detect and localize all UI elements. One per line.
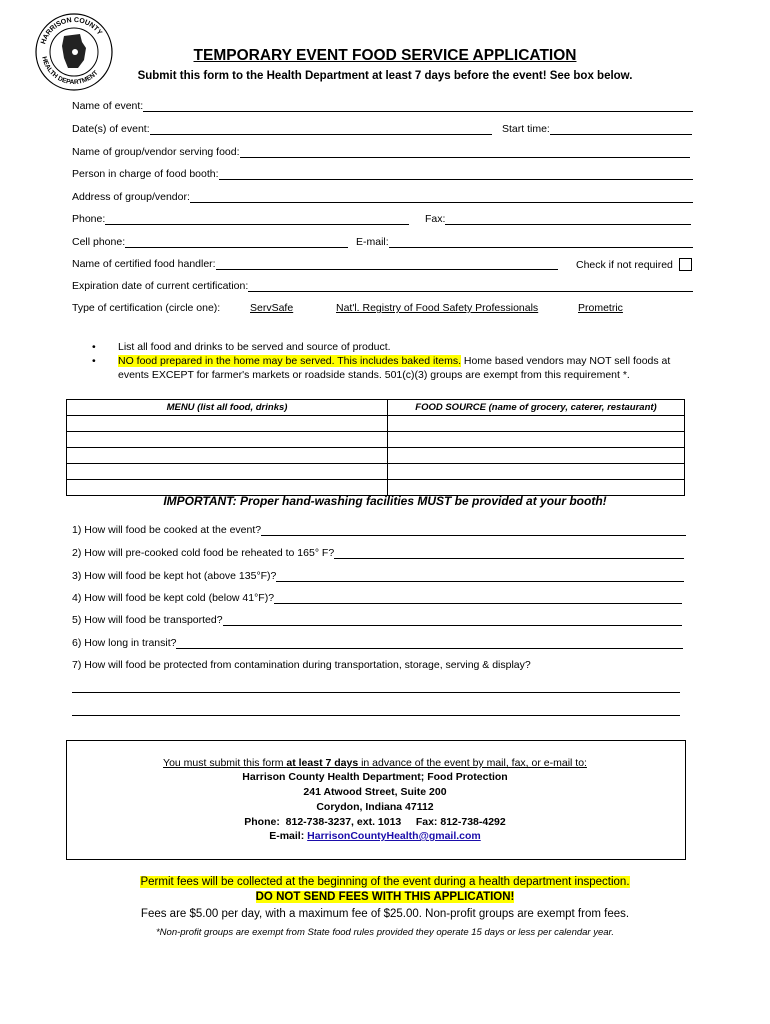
food-source-column-header: FOOD SOURCE (name of grocery, caterer, restaurant) xyxy=(388,400,685,416)
table-row xyxy=(67,416,685,432)
address-row xyxy=(72,191,693,203)
question-text: 6) How long in transit? xyxy=(72,637,177,649)
nonprofit-note: *Non-profit groups are exempt from State food rules provided they operate 15 days or less per calendar year. xyxy=(155,927,614,938)
cell-row xyxy=(72,236,348,248)
menu-table xyxy=(66,399,685,496)
city-address: Corydon, Indiana 47112 xyxy=(316,801,434,813)
instruction-item xyxy=(92,354,692,382)
question-3 xyxy=(72,570,684,582)
dates-row xyxy=(72,123,492,135)
cert-option-national-registry[interactable]: Nat'l. Registry of Food Safety Professionals xyxy=(336,302,539,314)
table-header-row xyxy=(67,400,685,416)
question-5 xyxy=(72,614,682,626)
instruction-text: Home based vendors may NOT sell foods at events EXCEPT for farmer's markets or roadside stands. 501(c)(3) groups are exempt from this requirement *. xyxy=(118,355,671,381)
email-field[interactable] xyxy=(389,236,693,248)
question-1 xyxy=(72,524,686,536)
email-prefix: E-mail: xyxy=(269,830,308,842)
question-text: 3) How will food be kept hot (above 135°F)? xyxy=(72,570,277,582)
answer-field[interactable] xyxy=(261,524,686,536)
group-row xyxy=(72,146,690,158)
phone-field[interactable] xyxy=(105,213,409,225)
not-required-row xyxy=(576,258,692,271)
submit-text: You must submit this form xyxy=(163,757,287,769)
person-field[interactable] xyxy=(219,168,693,180)
table-row xyxy=(67,448,685,464)
instruction-item xyxy=(92,340,692,354)
question-4 xyxy=(72,592,682,604)
svg-text:HARRISON COUNTY: HARRISON COUNTY xyxy=(40,16,103,46)
street-address: 241 Atwood Street, Suite 200 xyxy=(303,786,447,798)
address-field[interactable] xyxy=(190,191,693,203)
answer-field[interactable] xyxy=(276,570,684,582)
answer-field[interactable] xyxy=(223,614,682,626)
instruction-text: List all food and drinks to be served and source of product. xyxy=(118,341,391,353)
contact-phone-fax: Phone: 812-738-3237, ext. 1013 Fax: 812-738-4292 xyxy=(244,816,506,828)
no-fees-warning xyxy=(0,891,770,903)
dates-field[interactable] xyxy=(150,123,492,135)
no-fees-highlight: DO NOT SEND FEES WITH THIS APPLICATION! xyxy=(255,891,515,903)
fees-highlight: Permit fees will be collected at the beginning of the event during a health department inspection. xyxy=(140,876,630,888)
fax-label: Fax: xyxy=(425,213,446,225)
menu-cell[interactable] xyxy=(67,464,388,480)
start-time-label: Start time: xyxy=(502,123,550,135)
fax-field[interactable] xyxy=(445,213,691,225)
page-subtitle: Submit this form to the Health Department at least 7 days before the event! See box below. xyxy=(137,70,633,82)
table-row xyxy=(67,432,685,448)
instructions-list xyxy=(92,340,692,382)
source-cell[interactable] xyxy=(388,448,685,464)
cert-option-servsafe[interactable]: ServSafe xyxy=(250,302,294,314)
submit-deadline: at least 7 days xyxy=(286,757,359,769)
handler-label: Name of certified food handler: xyxy=(72,258,216,270)
event-name-row xyxy=(72,100,693,112)
start-time-row xyxy=(502,123,692,135)
menu-column-header: MENU (list all food, drinks) xyxy=(67,400,388,416)
fees-notice xyxy=(0,876,770,888)
table-row xyxy=(67,464,685,480)
dates-label: Date(s) of event: xyxy=(72,123,150,135)
answer-field[interactable] xyxy=(334,547,684,559)
not-required-checkbox[interactable] xyxy=(679,258,692,271)
menu-cell[interactable] xyxy=(67,448,388,464)
question-7 xyxy=(72,659,531,671)
phone-row xyxy=(72,213,409,225)
question-6 xyxy=(72,637,683,649)
cell-field[interactable] xyxy=(125,236,348,248)
person-row xyxy=(72,168,693,180)
event-name-label: Name of event: xyxy=(72,100,144,112)
phone-label: Phone: xyxy=(72,213,106,225)
submit-text: in advance of the event by mail, fax, or e-mail to: xyxy=(358,757,587,769)
question-text: 4) How will food be kept cold (below 41°F)? xyxy=(72,592,275,604)
start-time-field[interactable] xyxy=(550,123,692,135)
department-name: Harrison County Health Department; Food Protection xyxy=(242,771,508,783)
cert-option-prometric[interactable]: Prometric xyxy=(578,302,623,314)
page-title: TEMPORARY EVENT FOOD SERVICE APPLICATION xyxy=(193,47,577,64)
source-cell[interactable] xyxy=(388,416,685,432)
handler-field[interactable] xyxy=(216,258,558,270)
answer-field[interactable] xyxy=(274,592,682,604)
address-label: Address of group/vendor: xyxy=(72,191,190,203)
cell-label: Cell phone: xyxy=(72,236,126,248)
fees-amount: Fees are $5.00 per day, with a maximum fee of $25.00. Non-profit groups are exempt from fees. xyxy=(140,908,630,920)
svg-text:HEALTH DEPARTMENT: HEALTH DEPARTMENT xyxy=(40,55,100,87)
answer-line[interactable] xyxy=(72,681,680,693)
answer-field[interactable] xyxy=(176,637,683,649)
handler-row xyxy=(72,258,558,270)
expiration-row xyxy=(72,280,693,292)
expiration-field[interactable] xyxy=(248,280,693,292)
submit-instructions xyxy=(66,757,684,769)
cert-type-label: Type of certification (circle one): xyxy=(72,302,221,314)
not-required-label: Check if not required xyxy=(576,258,673,271)
answer-line[interactable] xyxy=(72,704,680,716)
contact-email-row xyxy=(66,830,684,842)
home-food-warning: NO food prepared in the home may be served. This includes baked items. xyxy=(118,355,461,367)
expiration-label: Expiration date of current certification: xyxy=(72,280,249,292)
source-cell[interactable] xyxy=(388,432,685,448)
group-label: Name of group/vendor serving food: xyxy=(72,146,240,158)
fax-row xyxy=(425,213,691,225)
person-label: Person in charge of food booth: xyxy=(72,168,219,180)
menu-cell[interactable] xyxy=(67,432,388,448)
menu-cell[interactable] xyxy=(67,416,388,432)
event-name-field[interactable] xyxy=(143,100,693,112)
email-link[interactable]: HarrisonCountyHealth@gmail.com xyxy=(307,830,481,842)
question-text: 1) How will food be cooked at the event? xyxy=(72,524,262,536)
email-label: E-mail: xyxy=(356,236,389,248)
question-text: 7) How will food be protected from contamination during transportation, storage, serving & display? xyxy=(72,659,531,671)
email-row xyxy=(356,236,693,248)
group-field[interactable] xyxy=(240,146,690,158)
question-text: 5) How will food be transported? xyxy=(72,614,223,626)
question-text: 2) How will pre-cooked cold food be reheated to 165° F? xyxy=(72,547,335,559)
source-cell[interactable] xyxy=(388,464,685,480)
question-2 xyxy=(72,547,684,559)
handwashing-notice: IMPORTANT: Proper hand-washing facilities MUST be provided at your booth! xyxy=(163,494,607,508)
